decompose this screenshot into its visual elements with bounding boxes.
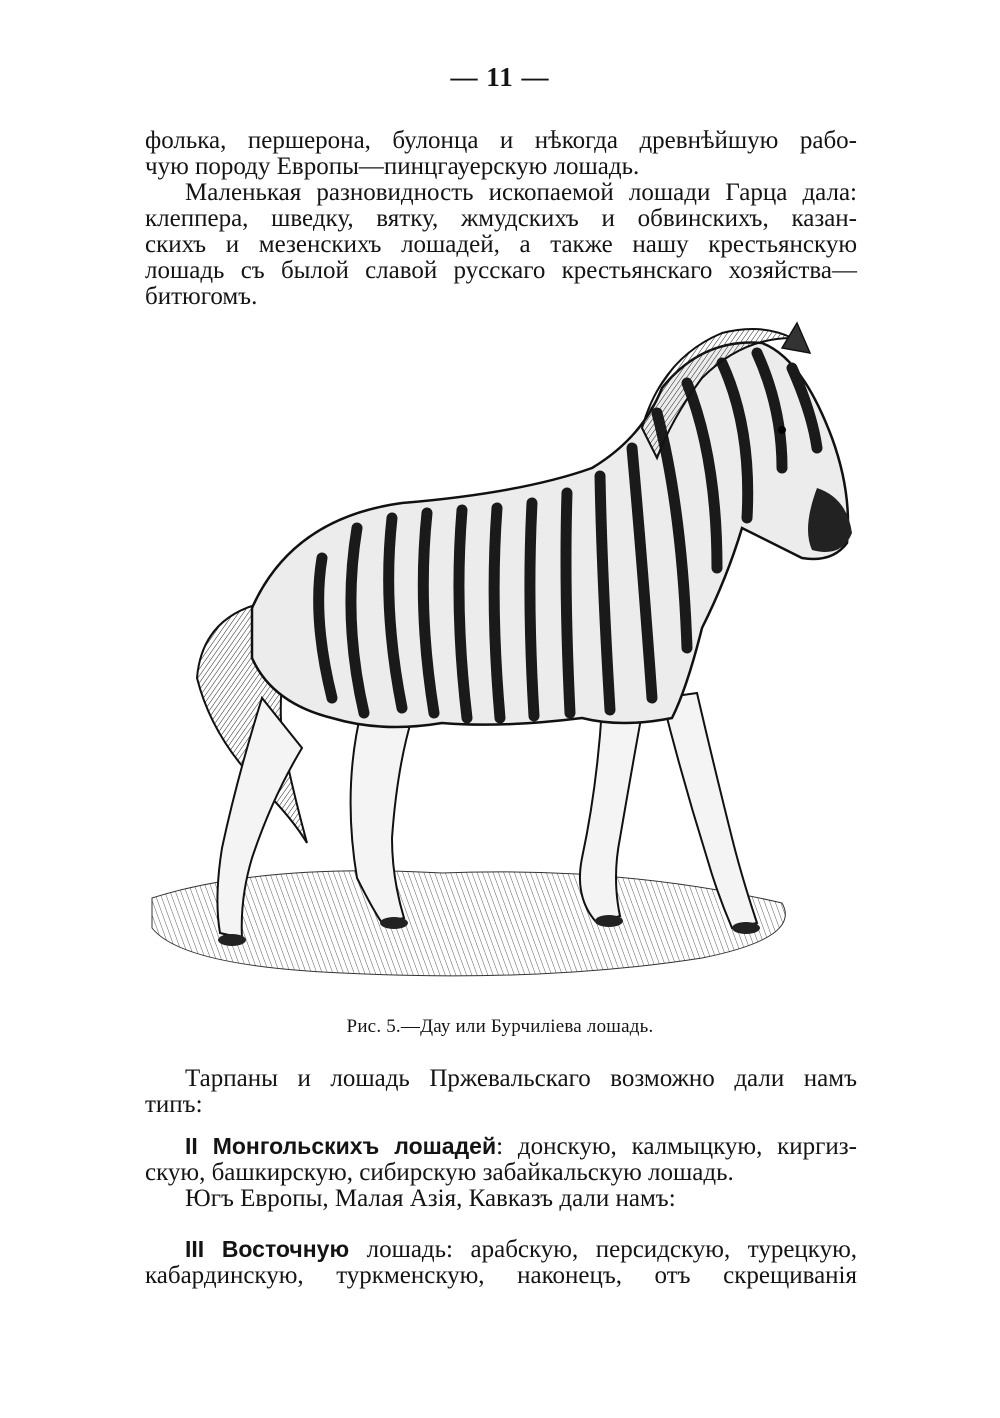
- ground-shadow: [152, 871, 785, 976]
- text-line: типъ:: [145, 1091, 203, 1118]
- text-fragment: : донскую, калмыцкую, киргиз-: [496, 1133, 857, 1160]
- text-line: Тарпаны и лошадь Пржевальскаго возможно дали намъ: [185, 1065, 857, 1092]
- page-number: — 11 —: [450, 62, 550, 92]
- text-line: лошадь съ былой славой русскаго крестьянскаго хозяйства—: [145, 257, 857, 284]
- section-heading-mongol: II Монгольскихъ лошадей: [185, 1133, 497, 1159]
- text-line: скую, башкирскую, сибирскую забайкальскую лошадь.: [145, 1159, 734, 1186]
- text-fragment: лошадь: арабскую, персидскую, турецкую,: [349, 1236, 858, 1263]
- zebra-body: [252, 343, 848, 727]
- zebra-stripes: [319, 353, 817, 718]
- text-line: скихъ и мезенскихъ лошадей, а также нашу крестьянскую: [145, 231, 857, 258]
- text-line: [145, 1133, 857, 1160]
- text-line: клеппера, шведку, вятку, жмудскихъ и обвинскихъ, казан-: [145, 205, 857, 232]
- zebra-eye: [778, 426, 786, 434]
- paragraph-eastern: [145, 1236, 857, 1289]
- text-line: Югъ Европы, Малая Азія, Кавказъ дали намъ:: [185, 1185, 676, 1212]
- section-heading-eastern: III Восточную: [185, 1236, 350, 1262]
- paragraph-tarpany: [145, 1066, 857, 1118]
- paragraph-top: [145, 128, 857, 310]
- text-line: [145, 1236, 857, 1263]
- text-line: фолька, першерона, булонца и нѣкогда древнѣйшую рабо-: [145, 127, 857, 154]
- text-line: чую породу Европы—пинцгауерскую лошадь.: [145, 153, 640, 180]
- paragraph-mongol: [145, 1133, 857, 1212]
- figure-caption: Рис. 5.—Дау или Бурчиліева лошадь.: [346, 1016, 654, 1037]
- text-line: кабардинскую, туркменскую, наконецъ, отъ скрещиванія: [145, 1262, 857, 1289]
- zebra-illustration: [142, 318, 862, 1008]
- text-line: Маленькая разновидность ископаемой лошади Гарца дала:: [185, 179, 857, 206]
- text-line: битюгомъ.: [145, 283, 258, 310]
